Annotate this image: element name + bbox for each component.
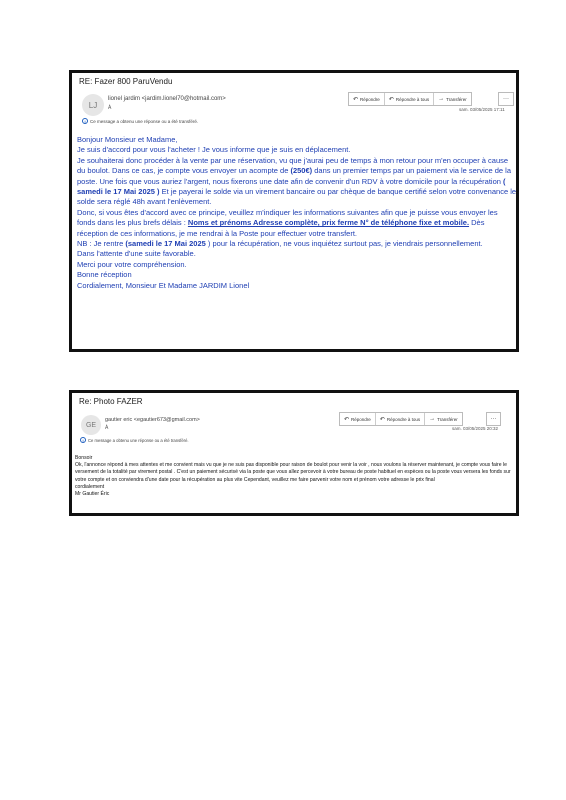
- body-line: Bonsoir: [75, 455, 93, 461]
- email-body: [75, 455, 515, 498]
- body-line: cordialement: [75, 483, 105, 490]
- body-line: Bonne réception: [77, 270, 132, 280]
- sender-address: lionel jardim <jardim.lionel70@hotmail.com>: [108, 96, 226, 102]
- body-paragraph: Je souhaiterai donc procéder à la vente par une réservation, vu que j'aurai peu de temps à mon retour pour m'en occuper à cause du boulot. Dans ce cas, je compte vous envoyer un acompte de (250€) dans un premier temps par un paiement via le service de la poste. Une fois que vous auriez l'argent, nous fixerons une date afin de convenir d'un RDV à votre domicile pour la récupération ( samedi le 17 Mai 2025 ) Et je payerai le solde via un virement bancaire ou par chèque de banque certifié selon votre convenance le solde sera réglé 48h avant l'enlèvement.: [77, 155, 517, 207]
- reply-notice-text: Ce message a obtenu une réponse ou a été transféré.: [88, 437, 189, 443]
- forward-button[interactable]: → Transférer: [429, 416, 458, 422]
- email-date: sam. 03/05/2025 20:32: [452, 426, 499, 431]
- body-paragraph: Donc, si vous êtes d'accord avec ce principe, veuillez m'indiquer les informations suivantes afin que je puisse vous envoyer les fonds dans les plus brefs délais : Noms et prénoms Adresse complète, prix ferme N° de téléphone fixe et mobile. Dès réception de ces informations, je me rendrai à la Poste pour effectuer votre transfert.: [77, 207, 498, 238]
- body-line: Dans l'attente d'une suite favorable.: [77, 249, 196, 259]
- action-bar: [339, 412, 463, 426]
- info-icon: i: [80, 437, 86, 443]
- signature: Cordialement, Monsieur Et Madame JARDIM Lionel: [77, 280, 250, 290]
- email-card-2: [69, 390, 519, 516]
- reply-notice: [82, 118, 198, 124]
- email-body: [77, 135, 517, 291]
- email-date: sam. 03/05/2025 17:11: [459, 107, 505, 112]
- email-subject: RE: Fazer 800 ParuVendu: [79, 77, 173, 86]
- more-options-button[interactable]: ···: [498, 92, 514, 106]
- action-bar: [348, 92, 472, 106]
- info-icon: i: [82, 118, 88, 124]
- forward-arrow-icon: →: [438, 96, 445, 102]
- reply-icon: ↶: [344, 416, 350, 423]
- forward-arrow-icon: →: [429, 416, 436, 422]
- reply-all-button[interactable]: ↶ Répondre à tous: [376, 413, 425, 425]
- reply-button[interactable]: ↶ Répondre: [340, 413, 376, 425]
- recipient-label: À: [108, 105, 112, 111]
- body-paragraph: NB : Je rentre (samedi le 17 Mai 2025 ) pour la récupération, ne vous inquiétez surtout pas, je viendrais personnellement.: [77, 239, 483, 249]
- signature: Mr Gautier Éric: [75, 491, 110, 498]
- body-line: Bonjour Monsieur et Madame,: [77, 135, 178, 144]
- reply-button[interactable]: ↶ Répondre: [349, 93, 385, 105]
- body-line: Je suis d'accord pour vous l'acheter ! Je vous informe que je suis en déplacement.: [77, 145, 351, 155]
- email-subject: Re: Photo FAZER: [79, 397, 143, 406]
- avatar: LJ: [82, 94, 104, 116]
- more-options-button[interactable]: ···: [486, 412, 501, 426]
- reply-icon: ↶: [353, 96, 359, 103]
- sender-address: gautier eric <egautier673@gmail.com>: [105, 417, 200, 423]
- email-card-1: [69, 70, 519, 352]
- reply-all-icon: ↶: [388, 96, 394, 103]
- body-line: Merci pour votre compréhension.: [77, 259, 187, 269]
- reply-all-icon: ↶: [379, 416, 385, 423]
- avatar: GE: [81, 415, 101, 435]
- forward-button[interactable]: → Transférer: [438, 96, 467, 102]
- reply-notice: [80, 437, 189, 443]
- recipient-label: À: [105, 425, 109, 431]
- body-paragraph: Ok, l'annonce répond à mes attentes et me convient mais vu que je ne suis pas disponible pour raison de boulot pour venir la voir , nous voulons la réserver maintenant, je compte vous faire le versement de la totalité par virement postal . C'est un paiement sécurisé via la poste que vous allez percevoir à votre bureau de poste habituel en espèces ou la poste vous versera les fonds sur votre compte et on conviendra d'une date pour la récupération au plus vite Cependant, veuillez me faire parvenir votre nom et prénom votre adresse le prix final: [75, 462, 511, 483]
- reply-notice-text: Ce message a obtenu une réponse ou a été transféré.: [90, 118, 199, 124]
- reply-all-button[interactable]: ↶ Répondre à tous: [385, 93, 434, 105]
